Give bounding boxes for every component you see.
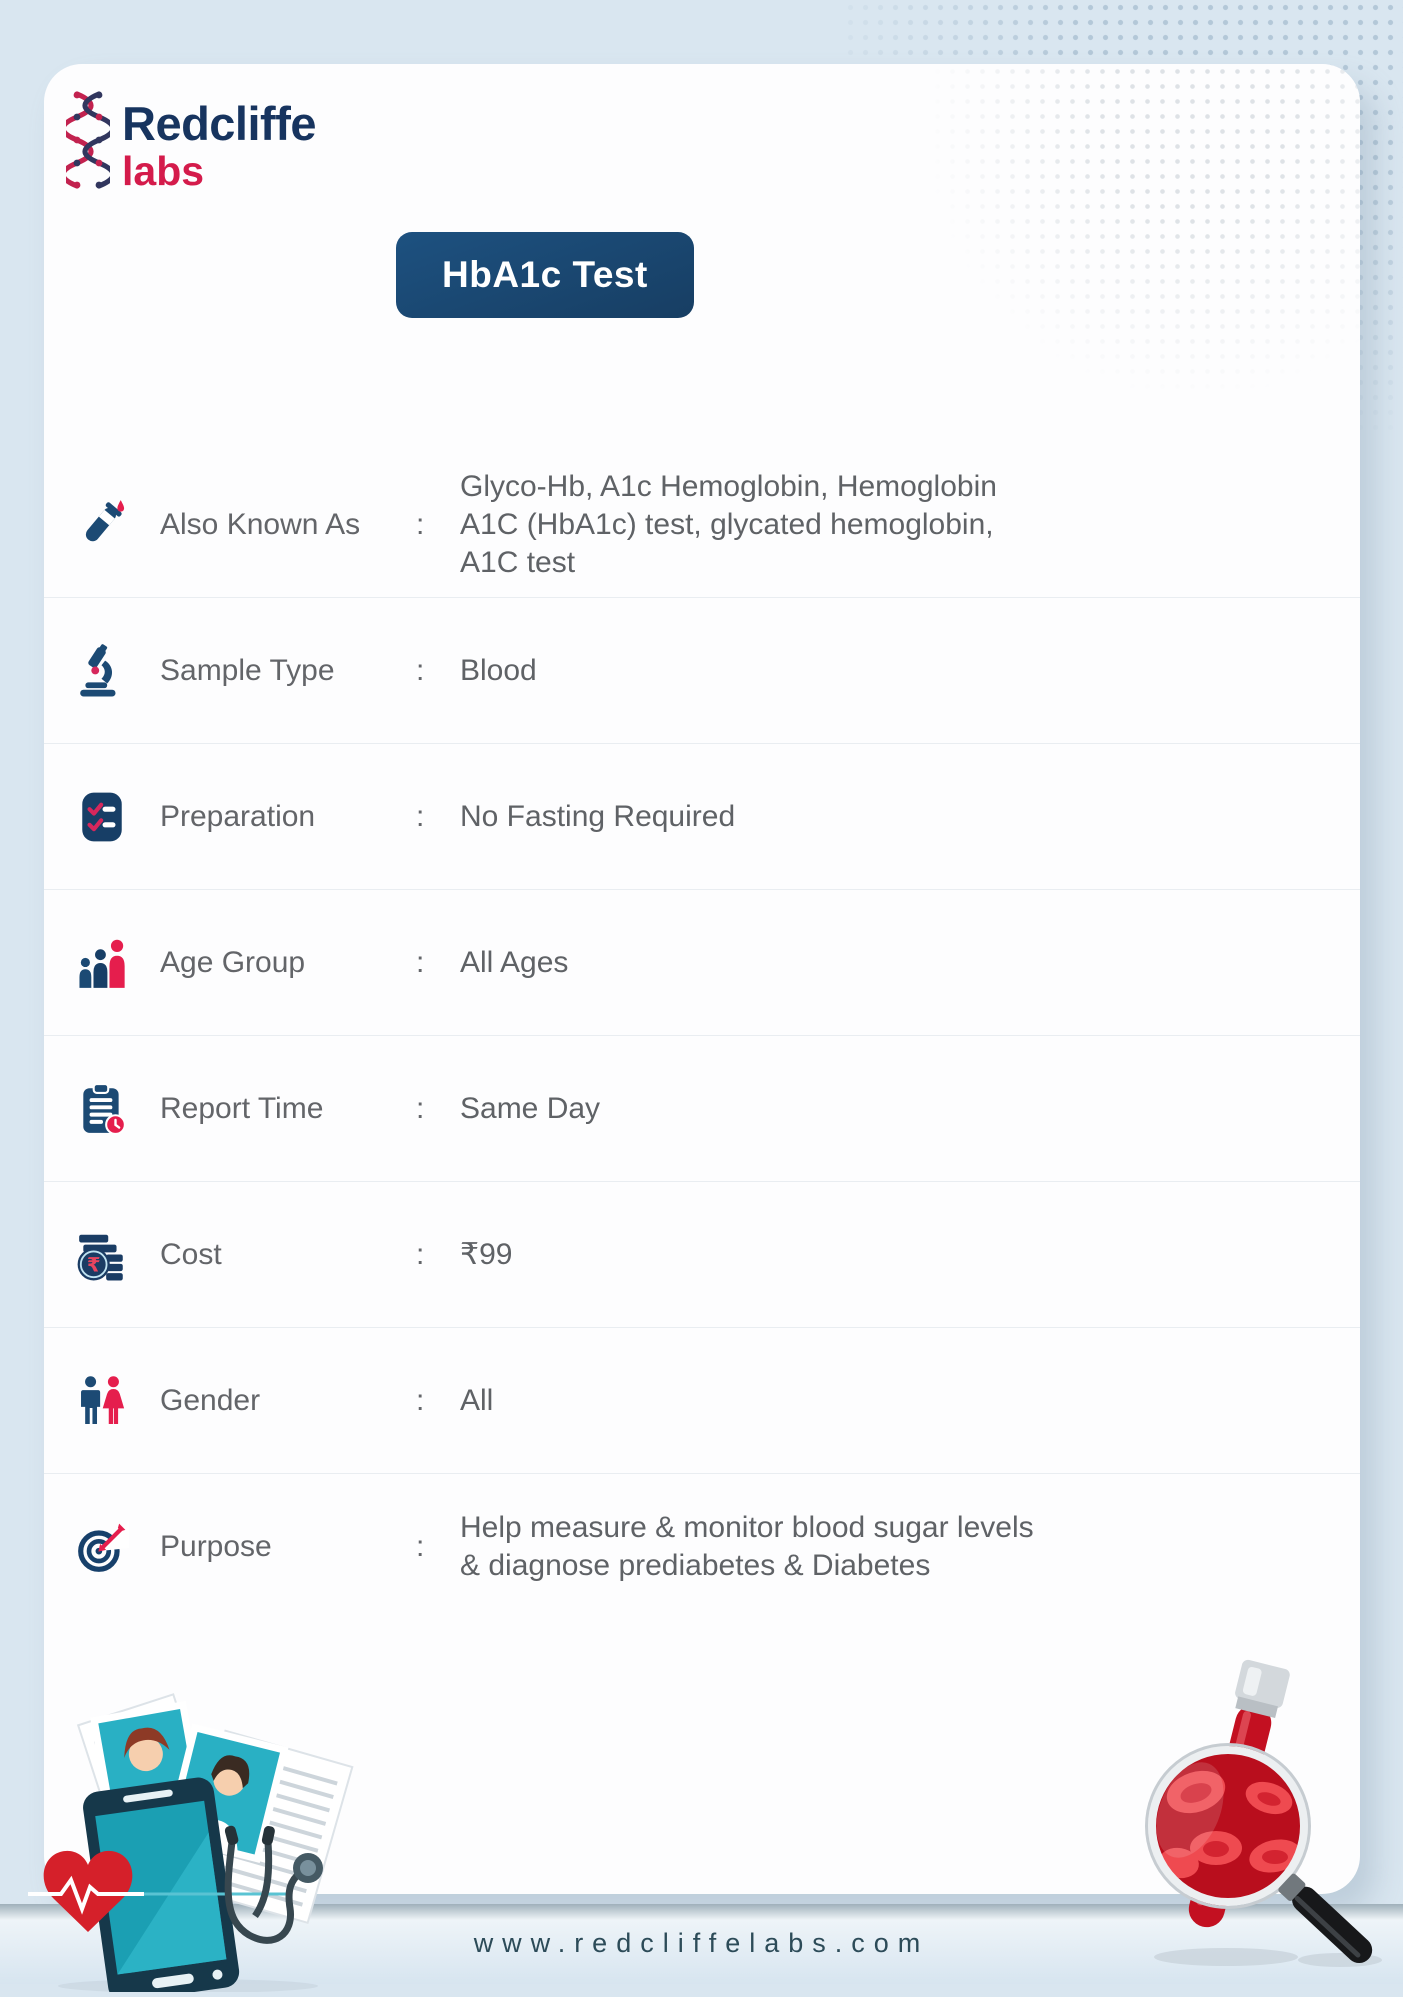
info-rows	[44, 452, 1360, 1619]
brand-name-primary: Redcliffe	[122, 97, 316, 150]
row-colon: :	[416, 653, 425, 687]
microscope-icon	[74, 643, 130, 699]
row-label: Also Known As	[160, 507, 361, 541]
row-value: Help measure & monitor blood sugar levels & diagnose prediabetes & Diabetes	[460, 1510, 1034, 1582]
report-time-clipboard-clock-icon	[74, 1081, 130, 1137]
info-row	[44, 889, 1360, 1035]
svg-text:₹: ₹	[86, 1254, 101, 1277]
info-row	[44, 452, 1360, 597]
row-colon: :	[416, 945, 425, 979]
row-colon: :	[416, 1383, 425, 1417]
age-group-people-icon	[74, 935, 130, 991]
test-tube-icon	[74, 497, 130, 553]
info-row	[44, 1327, 1360, 1473]
row-label: Gender	[160, 1383, 261, 1417]
info-row	[44, 743, 1360, 889]
gender-male-female-icon	[74, 1373, 130, 1429]
row-label: Age Group	[160, 945, 306, 979]
telehealth-phone-heart-stethoscope-illustration	[28, 1692, 378, 1992]
row-value: Glyco-Hb, A1c Hemoglobin, Hemoglobin A1C (HbA1c) test, glycated hemoglobin, A1C test	[460, 469, 997, 579]
row-value: Blood	[460, 653, 537, 687]
row-label: Sample Type	[160, 653, 335, 687]
row-label: Report Time	[160, 1091, 324, 1125]
row-colon: :	[416, 1529, 425, 1563]
row-colon: :	[416, 1091, 425, 1125]
info-row	[44, 597, 1360, 743]
cost-rupee-coin-icon	[74, 1227, 130, 1283]
website-url: www.redcliffelabs.com	[473, 1928, 930, 1958]
row-value: All	[460, 1383, 494, 1417]
row-value: All Ages	[460, 945, 569, 979]
preparation-checklist-icon	[74, 789, 130, 845]
info-row	[44, 1181, 1360, 1327]
row-label: Purpose	[160, 1529, 272, 1563]
card-halftone-dots	[930, 64, 1360, 394]
purpose-target-icon	[74, 1519, 130, 1575]
row-value: No Fasting Required	[460, 799, 736, 833]
row-colon: :	[416, 1237, 425, 1271]
row-colon: :	[416, 507, 425, 541]
row-colon: :	[416, 799, 425, 833]
info-row	[44, 1035, 1360, 1181]
brand-logo	[66, 90, 316, 199]
row-label: Cost	[160, 1237, 222, 1271]
row-label: Preparation	[160, 799, 316, 833]
row-value: Same Day	[460, 1091, 601, 1125]
dna-helix-icon	[66, 90, 110, 199]
info-card	[44, 64, 1360, 1894]
brand-name-secondary: labs	[122, 148, 205, 194]
blood-sample-magnifier-illustration	[1076, 1658, 1396, 1968]
info-row	[44, 1473, 1360, 1619]
row-value: ₹99	[460, 1237, 513, 1271]
test-title-badge: HbA1c Test	[396, 232, 694, 318]
